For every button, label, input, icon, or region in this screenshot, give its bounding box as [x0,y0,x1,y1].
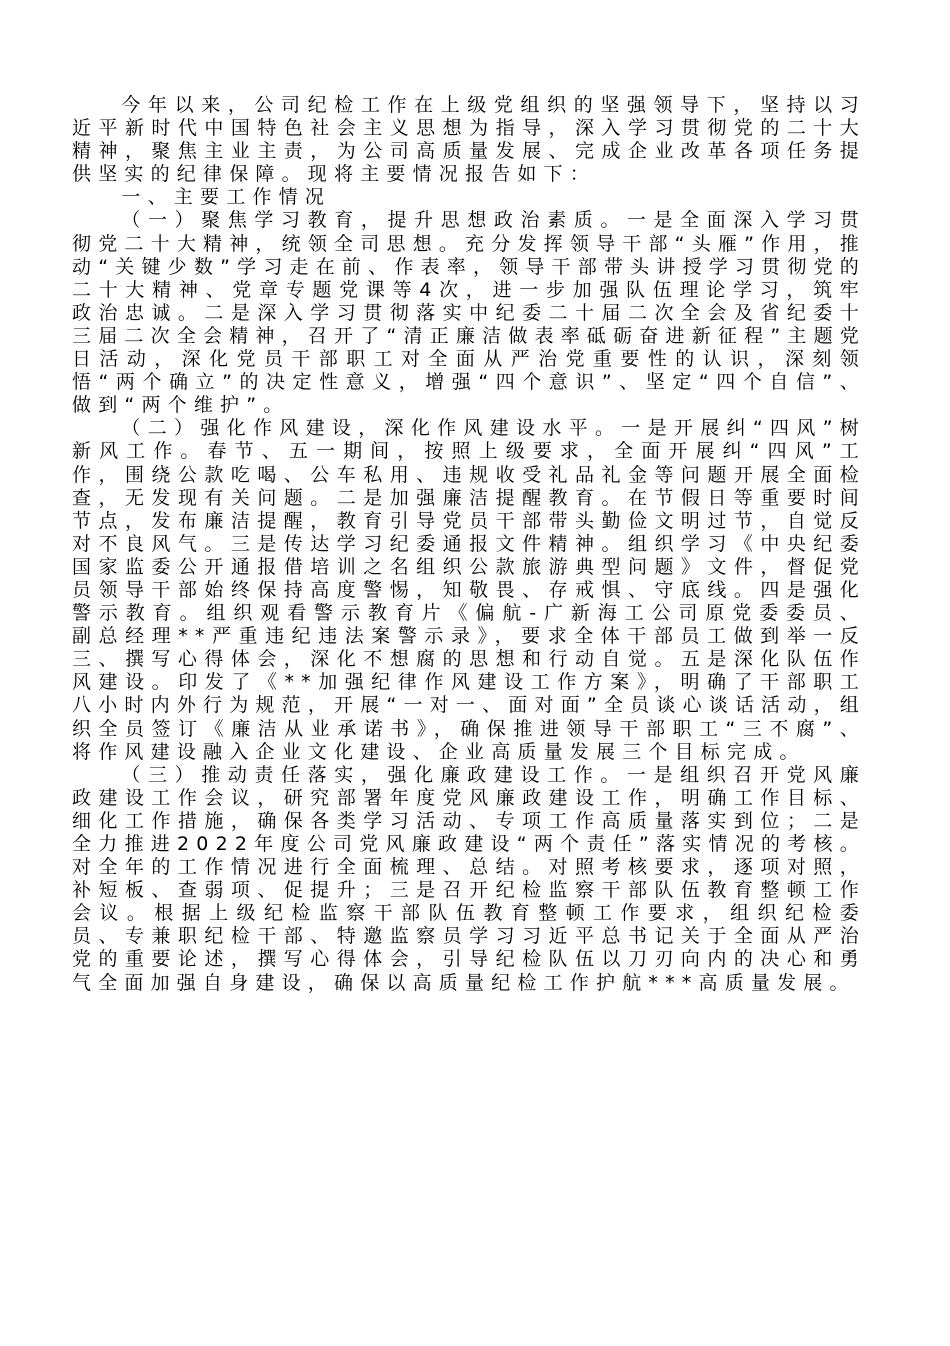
intro-paragraph: 今年以来，公司纪检工作在上级党组织的坚强领导下，坚持以习近平新时代中国特色社会主义思想为指导，深入学习贯彻党的二十大精神，聚焦主业主责，为公司高质量发展、完成企业改革各项任务提供坚实的纪律保障。现将主要情况报告如下： [72,94,866,186]
paragraph-study-education: （一）聚焦学习教育，提升思想政治素质。一是全面深入学习贯彻党二十大精神，统领全司思想。充分发挥领导干部“头雁”作用，推动“关键少数”学习走在前、作表率，领导干部带头讲授学习贯彻党的二十大精神、党章专题党课等4次，进一步加强队伍理论学习，筑牢政治忠诚。二是深入学习贯彻落实中纪委二十届二次全会及省纪委十三届二次全会精神，召开了“清正廉洁做表率砥砺奋进新征程”主题党日活动，深化党员干部职工对全面从严治党重要性的认识，深刻领悟“两个确立”的决定性意义，增强“四个意识”、坚定“四个自信”、做到“两个维护”。 [72,209,866,417]
document-body [72,94,866,995]
paragraph-work-style: （二）强化作风建设，深化作风建设水平。一是开展纠“四风”树新风工作。春节、五一期间，按照上级要求，全面开展纠“四风”工作，围绕公款吃喝、公车私用、违规收受礼品礼金等问题开展全面检查，无发现有关问题。二是加强廉洁提醒教育。在节假日等重要时间节点，发布廉洁提醒，教育引导党员干部带头勤俭文明过节，自觉反对不良风气。三是传达学习纪委通报文件精神。组织学习《中央纪委国家监委公开通报借培训之名组织公款旅游典型问题》文件，督促党员领导干部始终保持高度警惕，知敬畏、存戒惧、守底线。四是强化警示教育。组织观看警示教育片《偏航-广新海工公司原党委委员、副总经理**严重违纪违法案警示录》，要求全体干部员工做到举一反三、撰写心得体会，深化不想腐的思想和行动自觉。五是深化队伍作风建设。印发了《**加强纪律作风建设工作方案》，明确了干部职工八小时内外行为规范，开展“一对一、面对面”全员谈心谈话活动，组织全员签订《廉洁从业承诺书》，确保推进领导干部职工“三不腐”、将作风建设融入企业文化建设、企业高质量发展三个目标完成。 [72,417,866,763]
paragraph-responsibility: （三）推动责任落实，强化廉政建设工作。一是组织召开党风廉政建设工作会议，研究部署年度党风廉政建设工作，明确工作目标、细化工作措施，确保各类学习活动、专项工作高质量落实到位；二是全力推进2022年度公司党风廉政建设“两个责任”落实情况的考核。对全年的工作情况进行全面梳理、总结。对照考核要求，逐项对照，补短板、查弱项、促提升；三是召开纪检监察干部队伍教育整顿工作会议。根据上级纪检监察干部队伍教育整顿工作要求，组织纪检委员、专兼职纪检干部、特邀监察员学习习近平总书记关于全面从严治党的重要论述，撰写心得体会，引导纪检队伍以刀刃向内的决心和勇气全面加强自身建设，确保以高质量纪检工作护航***高质量发展。 [72,763,866,994]
section-heading: 一、主要工作情况 [121,186,331,209]
